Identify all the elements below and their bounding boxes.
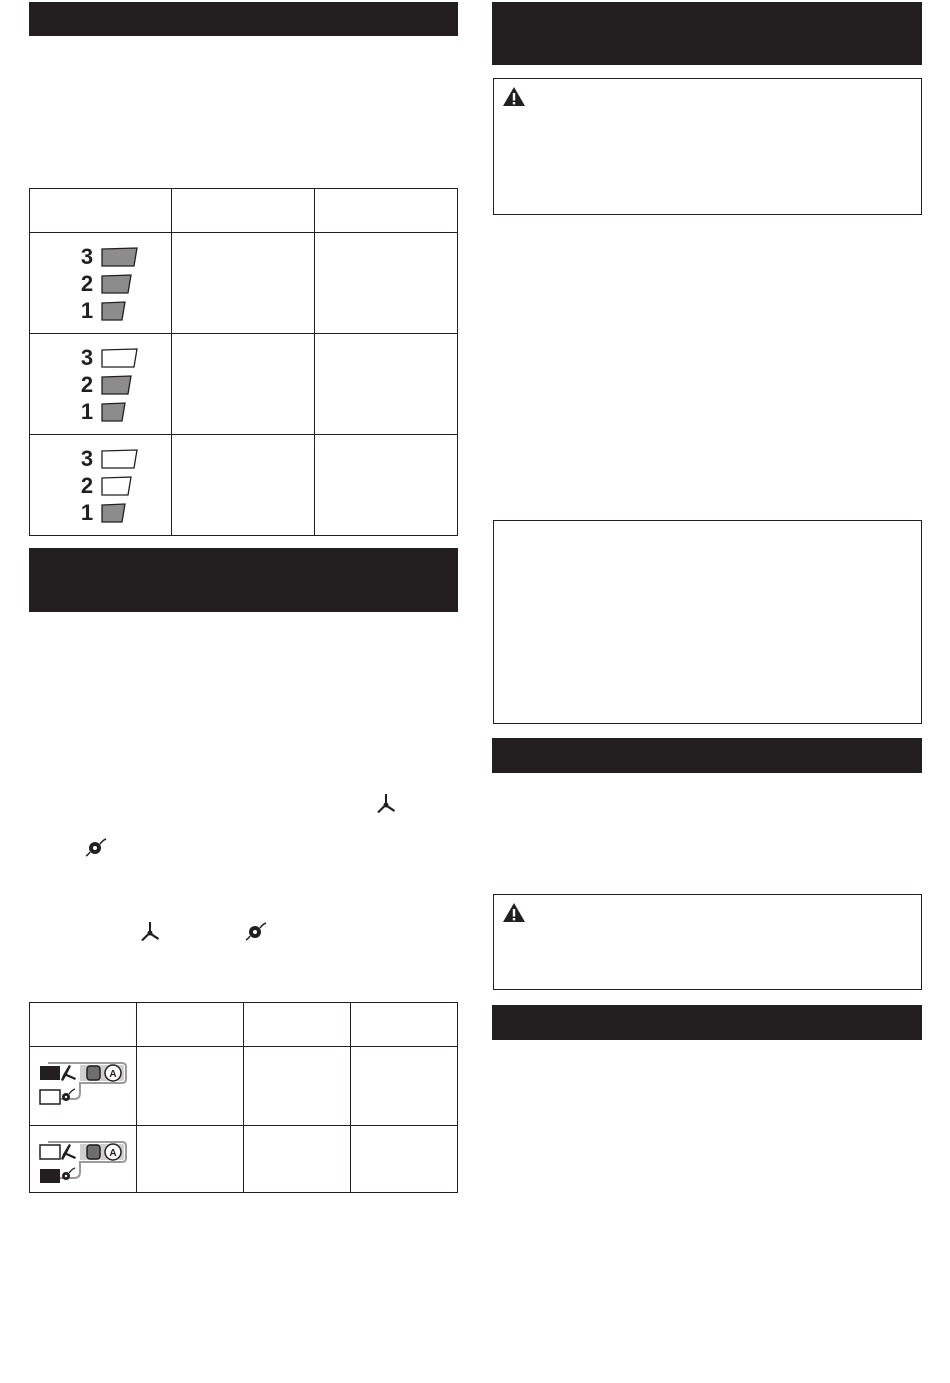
- table-row: [30, 435, 458, 536]
- battery-segment-row: [78, 346, 139, 370]
- battery-segment-lamp: [101, 300, 127, 322]
- battery-indicator-full: [30, 233, 172, 333]
- table-row: [30, 1126, 458, 1193]
- blade-icon: [139, 921, 161, 943]
- battery-segment-lamp: [101, 475, 133, 497]
- battery-segment-row: [78, 245, 139, 269]
- battery-segment-row: [78, 400, 127, 424]
- mode-indicator-table: [29, 1002, 458, 1193]
- warning-triangle-icon: [502, 86, 526, 107]
- battery-segment-number: 1: [80, 500, 94, 525]
- battery-level-table: [29, 188, 458, 536]
- section-header-bar: [492, 1005, 922, 1040]
- battery-indicator-medium: [30, 334, 172, 434]
- battery-segment-number: 3: [80, 345, 94, 370]
- battery-segment-number: 2: [80, 473, 94, 498]
- battery-segment-row: [78, 447, 139, 471]
- battery-segment-row: [78, 501, 127, 525]
- nylon-cutting-head-icon: [245, 921, 267, 941]
- battery-segment-lamp: [101, 347, 139, 369]
- table-header-row: [30, 189, 458, 233]
- svg-text:A: A: [109, 1148, 117, 1159]
- warning-triangle-icon: [502, 902, 526, 923]
- section-header-bar: [29, 2, 458, 36]
- battery-segment-number: 3: [80, 446, 94, 471]
- mode-indicator-nylon-lit: [30, 1132, 130, 1192]
- table-row: [30, 1047, 458, 1126]
- warning-box: [493, 894, 922, 990]
- table-header-row: [30, 1003, 458, 1047]
- battery-segment-lamp: [101, 374, 133, 396]
- battery-segment-row: [78, 474, 133, 498]
- battery-segment-row: [78, 299, 127, 323]
- battery-segment-number: 2: [80, 271, 94, 296]
- battery-segment-lamp: [101, 246, 139, 268]
- battery-segment-number: 1: [80, 399, 94, 424]
- section-header-bar: [492, 2, 922, 65]
- battery-segment-lamp: [101, 273, 133, 295]
- battery-segment-number: 1: [80, 298, 94, 323]
- battery-segment-lamp: [101, 401, 127, 423]
- warning-box: [493, 78, 922, 215]
- battery-segment-lamp: [101, 502, 127, 524]
- table-row: [30, 334, 458, 435]
- section-header-bar: [492, 738, 922, 773]
- notice-box: [493, 520, 922, 724]
- battery-segment-number: 2: [80, 372, 94, 397]
- nylon-cutting-head-icon: [85, 837, 107, 857]
- section-header-bar: [29, 548, 458, 612]
- battery-indicator-low: [30, 435, 172, 535]
- svg-text:A: A: [109, 1069, 117, 1080]
- battery-segment-number: 3: [80, 244, 94, 269]
- mode-indicator-blade-lit: [30, 1053, 130, 1113]
- table-row: [30, 233, 458, 334]
- battery-segment-row: [78, 373, 133, 397]
- battery-segment-row: [78, 272, 133, 296]
- blade-icon: [375, 793, 397, 815]
- battery-segment-lamp: [101, 448, 139, 470]
